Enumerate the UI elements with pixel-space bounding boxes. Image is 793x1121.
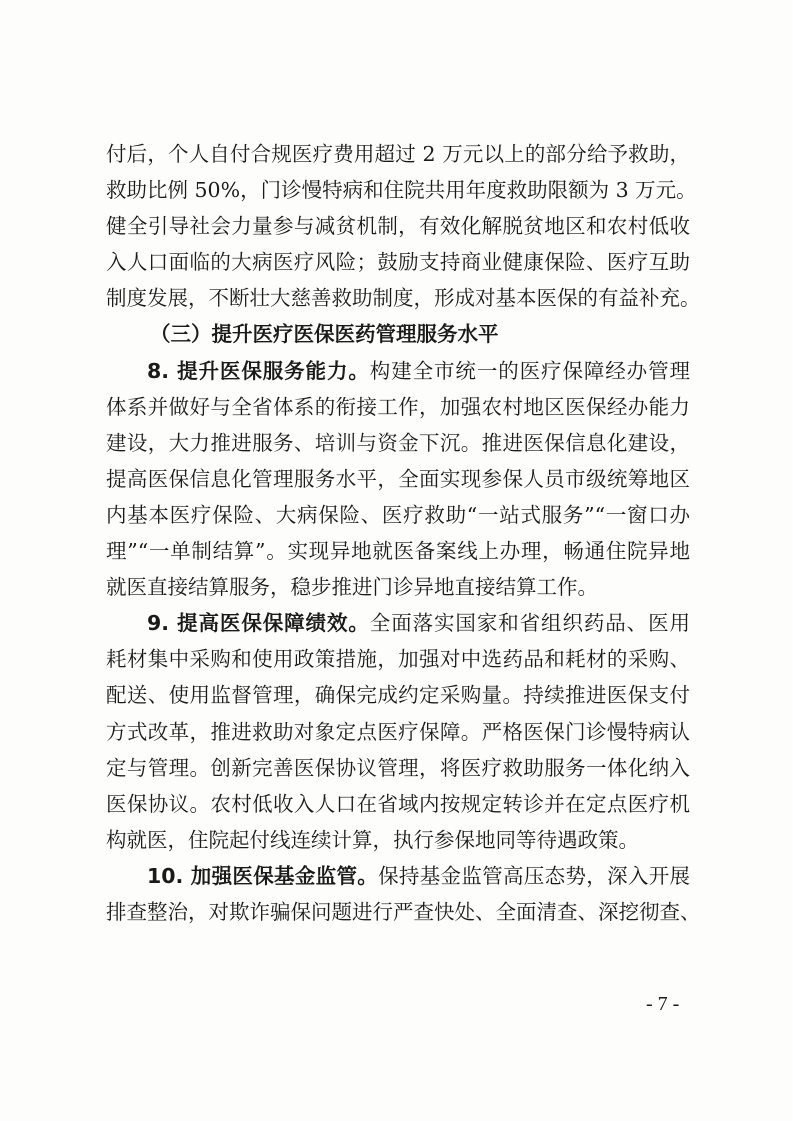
paragraph-line: 入人口面临的大病医疗风险；鼓励支持商业健康保险、医疗互助 (106, 250, 690, 275)
paragraph-line: 方式改革，推进救助对象定点医疗保障。严格医保门诊慢特病认 (106, 719, 690, 744)
item-9-title: 9. 提高医保保障绩效。 (147, 611, 370, 636)
paragraph-line: 排查整治，对欺诈骗保问题进行严查快处、全面清查、深挖彻查、 (106, 899, 701, 924)
item-10-first-text: 保持基金监管高压态势，深入开展 (378, 863, 691, 888)
item-8-title: 8. 提升医保服务能力。 (147, 358, 370, 383)
paragraph-line: 定与管理。创新完善医保协议管理，将医疗救助服务一体化纳入 (106, 755, 690, 780)
paragraph-line: 救助比例 50%，门诊慢特病和住院共用年度救助限额为 3 万元。 (106, 178, 697, 203)
item-9-first-text: 全面落实国家和省组织药品、医用 (369, 611, 690, 636)
item-9-first-line (106, 605, 690, 641)
item-8-first-line (106, 353, 690, 389)
paragraph-line: 配送、使用监督管理，确保完成约定采购量。持续推进医保支付 (106, 683, 690, 708)
section-heading: （三）提升医疗医保医药管理服务水平 (150, 322, 499, 347)
paragraph-line: 健全引导社会力量参与减贫机制，有效化解脱贫地区和农村低收 (106, 214, 690, 239)
item-10-title: 10. 加强医保基金监管。 (147, 863, 379, 888)
paragraph-line: 建设，大力推进服务、培训与资金下沉。推进医保信息化建设， (106, 430, 690, 455)
paragraph-line: 医保协议。农村低收入人口在省域内按规定转诊并在定点医疗机 (106, 791, 690, 816)
paragraph-line: 付后，个人自付合规医疗费用超过 2 万元以上的部分给予救助， (106, 142, 690, 166)
paragraph-line: 体系并做好与全省体系的衔接工作，加强农村地区医保经办能力 (106, 394, 690, 419)
page-number: - 7 - (646, 993, 680, 1015)
paragraph-line: 内基本医疗保险、大病保险、医疗救助“一站式服务”“一窗口办 (106, 502, 690, 527)
paragraph-line: 就医直接结算服务，稳步推进门诊异地直接结算工作。 (106, 575, 598, 600)
body-text (106, 136, 701, 930)
item-8-first-text: 构建全市统一的医疗保障经办管理 (369, 358, 690, 383)
paragraph-line: 制度发展，不断壮大慈善救助制度，形成对基本医保的有益补充。 (106, 286, 701, 311)
paragraph-line: 耗材集中采购和使用政策措施，加强对中选药品和耗材的采购、 (106, 647, 690, 672)
paragraph-line: 提高医保信息化管理服务水平，全面实现参保人员市级统筹地区 (106, 466, 690, 491)
paragraph-line: 构就医，住院起付线连续计算，执行参保地同等待遇政策。 (106, 827, 639, 852)
paragraph-line: 理”“一单制结算”。实现异地就医备案线上办理，畅通住院异地 (106, 539, 690, 564)
item-10-first-line (106, 858, 690, 894)
